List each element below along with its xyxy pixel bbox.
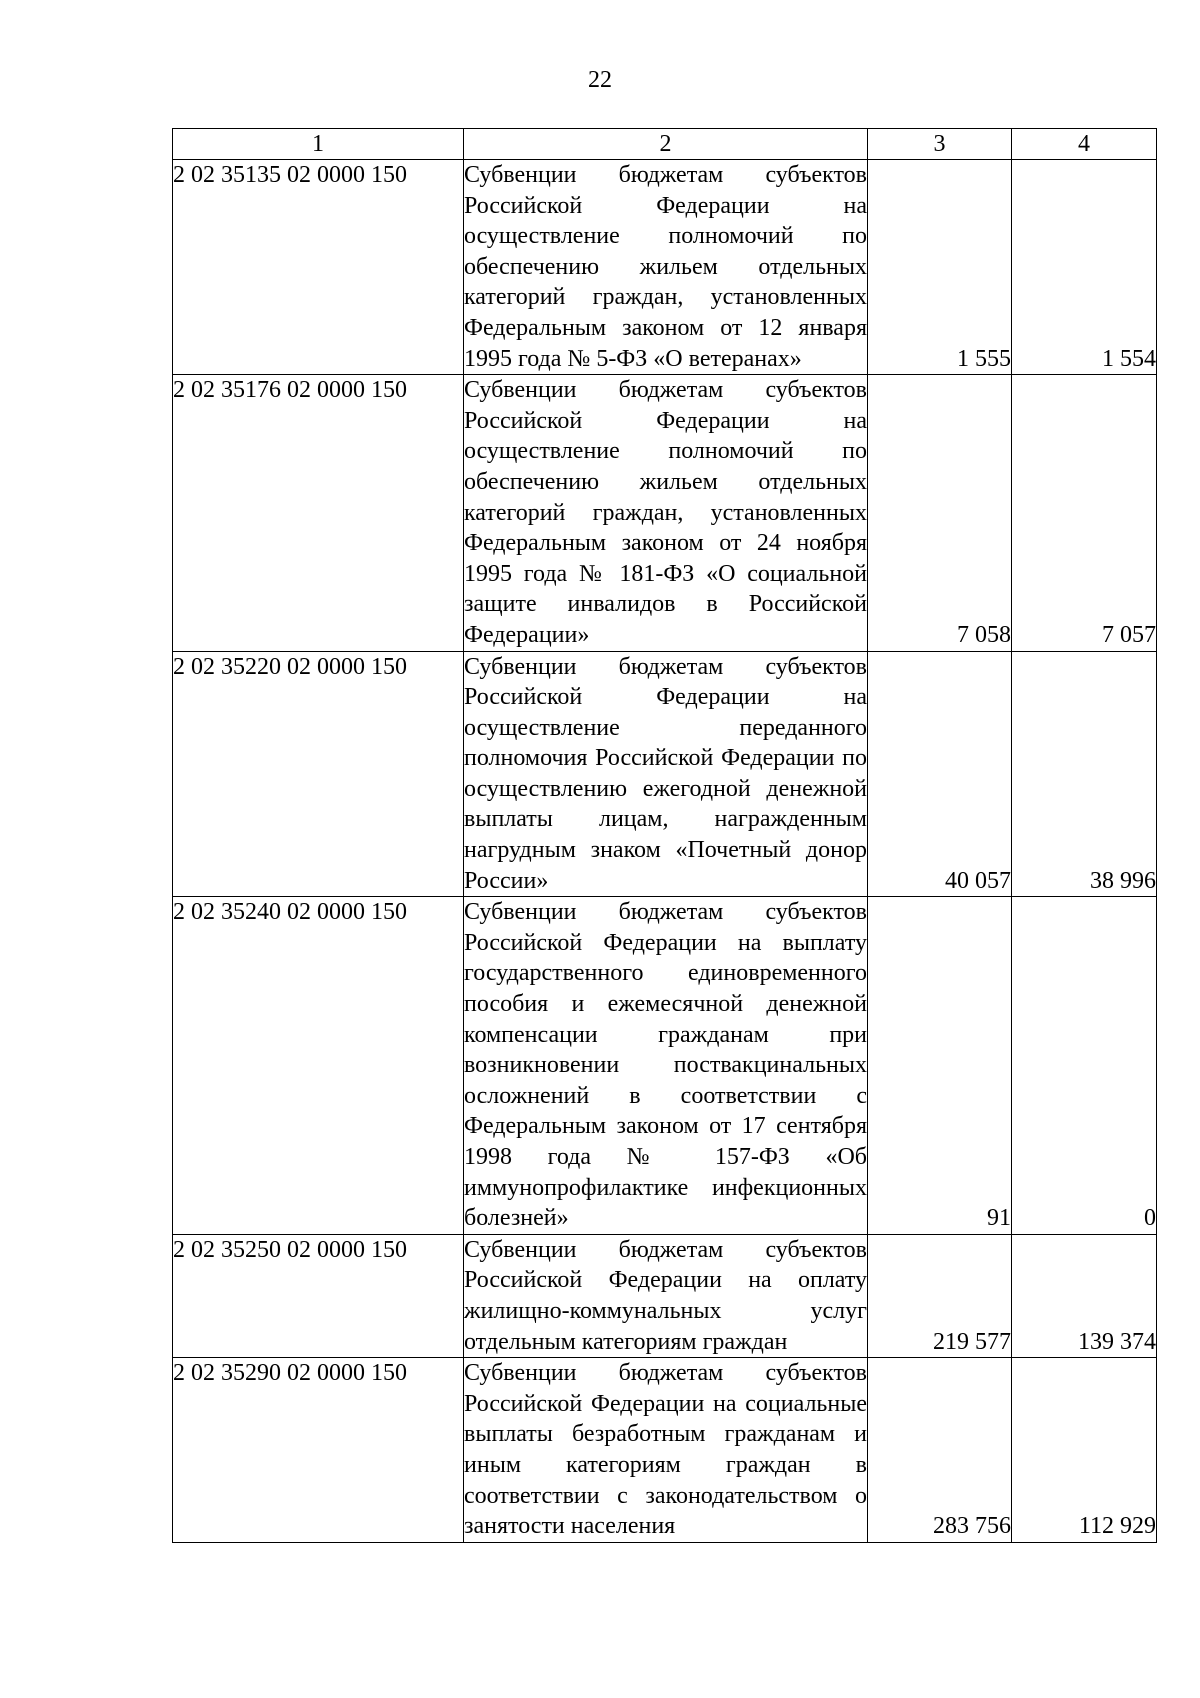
table-row [173, 1234, 1157, 1357]
column-header-3: 3 [868, 129, 1012, 160]
value-cell-col3: 7 058 [868, 375, 1012, 651]
budget-code-cell: 2 02 35220 02 0000 150 [173, 651, 464, 897]
table-row [173, 651, 1157, 897]
description-cell: Субвенции бюджетам субъектов Российской Федерации на осуществление полномочий по обеспечению жильем отдельных категорий граждан, установленных Федеральным законом от 24 ноября 1995 года № 181-ФЗ «О социальной защите инвалидов в Российской Федерации» [464, 375, 868, 651]
value-cell-col3: 219 577 [868, 1234, 1012, 1357]
value-cell-col4: 112 929 [1012, 1358, 1157, 1543]
value-cell-col4: 0 [1012, 897, 1157, 1235]
table-row [173, 1358, 1157, 1543]
budget-code-cell: 2 02 35176 02 0000 150 [173, 375, 464, 651]
value-cell-col3: 40 057 [868, 651, 1012, 897]
column-header-1: 1 [173, 129, 464, 160]
value-cell-col3: 1 555 [868, 160, 1012, 375]
table-row [173, 160, 1157, 375]
budget-table [172, 128, 1157, 1543]
description-cell: Субвенции бюджетам субъектов Российской Федерации на осуществление полномочий по обеспечению жильем отдельных категорий граждан, установленных Федеральным законом от 12 января 1995 года № 5-ФЗ «О ветеранах» [464, 160, 868, 375]
value-cell-col3: 91 [868, 897, 1012, 1235]
budget-code-cell: 2 02 35250 02 0000 150 [173, 1234, 464, 1357]
column-header-2: 2 [464, 129, 868, 160]
description-cell: Субвенции бюджетам субъектов Российской Федерации на выплату государственного единовременного пособия и ежемесячной денежной компенсации гражданам при возникновении поствакцинальных осложнений в соответствии с Федеральным законом от 17 сентября 1998 года № 157-ФЗ «Об иммунопрофилактике инфекционных болезней» [464, 897, 868, 1235]
budget-code-cell: 2 02 35240 02 0000 150 [173, 897, 464, 1235]
value-cell-col3: 283 756 [868, 1358, 1012, 1543]
value-cell-col4: 7 057 [1012, 375, 1157, 651]
budget-code-cell: 2 02 35290 02 0000 150 [173, 1358, 464, 1543]
description-cell: Субвенции бюджетам субъектов Российской Федерации на оплату жилищно-коммунальных услуг отдельным категориям граждан [464, 1234, 868, 1357]
column-header-4: 4 [1012, 129, 1157, 160]
value-cell-col4: 139 374 [1012, 1234, 1157, 1357]
description-cell: Субвенции бюджетам субъектов Российской Федерации на социальные выплаты безработным гражданам и иным категориям граждан в соответствии с законодательством о занятости населения [464, 1358, 868, 1543]
table-row [173, 897, 1157, 1235]
value-cell-col4: 1 554 [1012, 160, 1157, 375]
value-cell-col4: 38 996 [1012, 651, 1157, 897]
table-header-row [173, 129, 1157, 160]
page-number: 22 [588, 67, 612, 93]
description-cell: Субвенции бюджетам субъектов Российской Федерации на осуществление переданного полномочия Российской Федерации по осуществлению ежегодной денежной выплаты лицам, награжденным нагрудным знаком «Почетный донор России» [464, 651, 868, 897]
table-row [173, 375, 1157, 651]
budget-code-cell: 2 02 35135 02 0000 150 [173, 160, 464, 375]
